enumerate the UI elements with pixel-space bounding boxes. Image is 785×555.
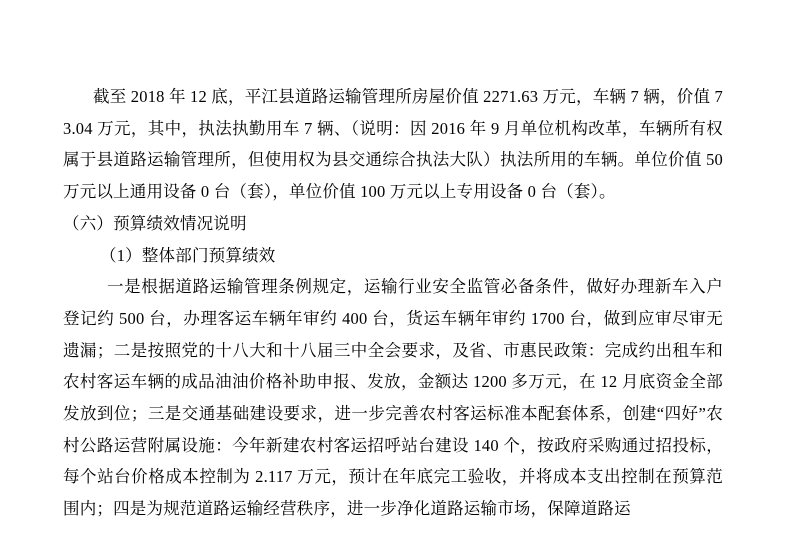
section-heading-budget-performance: （六）预算绩效情况说明 (63, 213, 247, 233)
paragraph-fixed-assets: 截至 2018 年 12 底，平江县道路运输管理所房屋价值 2271.63 万元，车辆 7 辆，价值 73.04 万元，其中，执法执勤用车 7 辆、（说明：因 2016 年 9 月单位机构改革，车辆所有权属于县道路运输管理所，但使用权为县交通综合执法大队）执法所用的车辆。单位价值 50 万元以上通用设备 0 台（套），单位价值 100 万元以上专用设备 0 台（套）。 (63, 87, 723, 202)
paragraph-performance-details: 一是根据道路运输管理条例规定，运输行业安全监管必备条件，做好办理新车入户登记约 500 台，办理客运车辆年审约 400 台，货运车辆年审约 1700 台，做到应审尽审无遗漏；二是按照党的十八大和十八届三中全会要求，及省、市惠民政策：完成约出租车和农村客运车辆的成品油油价格补助申报、发放，金额达 1200 多万元，在 12 月底资金全部发放到位；三是交通基础建设要求，进一步完善农村客运标准本配套体系，创建“四好”农村公路运营附属设施：今年新建农村客运招呼站台建设 140 个，按政府采购通过招投标，每个站台价格成本控制为 2.117 万元，预计在年底完工验收，并将成本支出控制在预算范围内；四是为规范道路运输经营秩序，进一步净化道路运输市场，保障道路运 (63, 277, 723, 519)
document-text-block (63, 81, 723, 525)
subsection-heading-overall-department-performance: （1）整体部门预算绩效 (100, 245, 276, 265)
